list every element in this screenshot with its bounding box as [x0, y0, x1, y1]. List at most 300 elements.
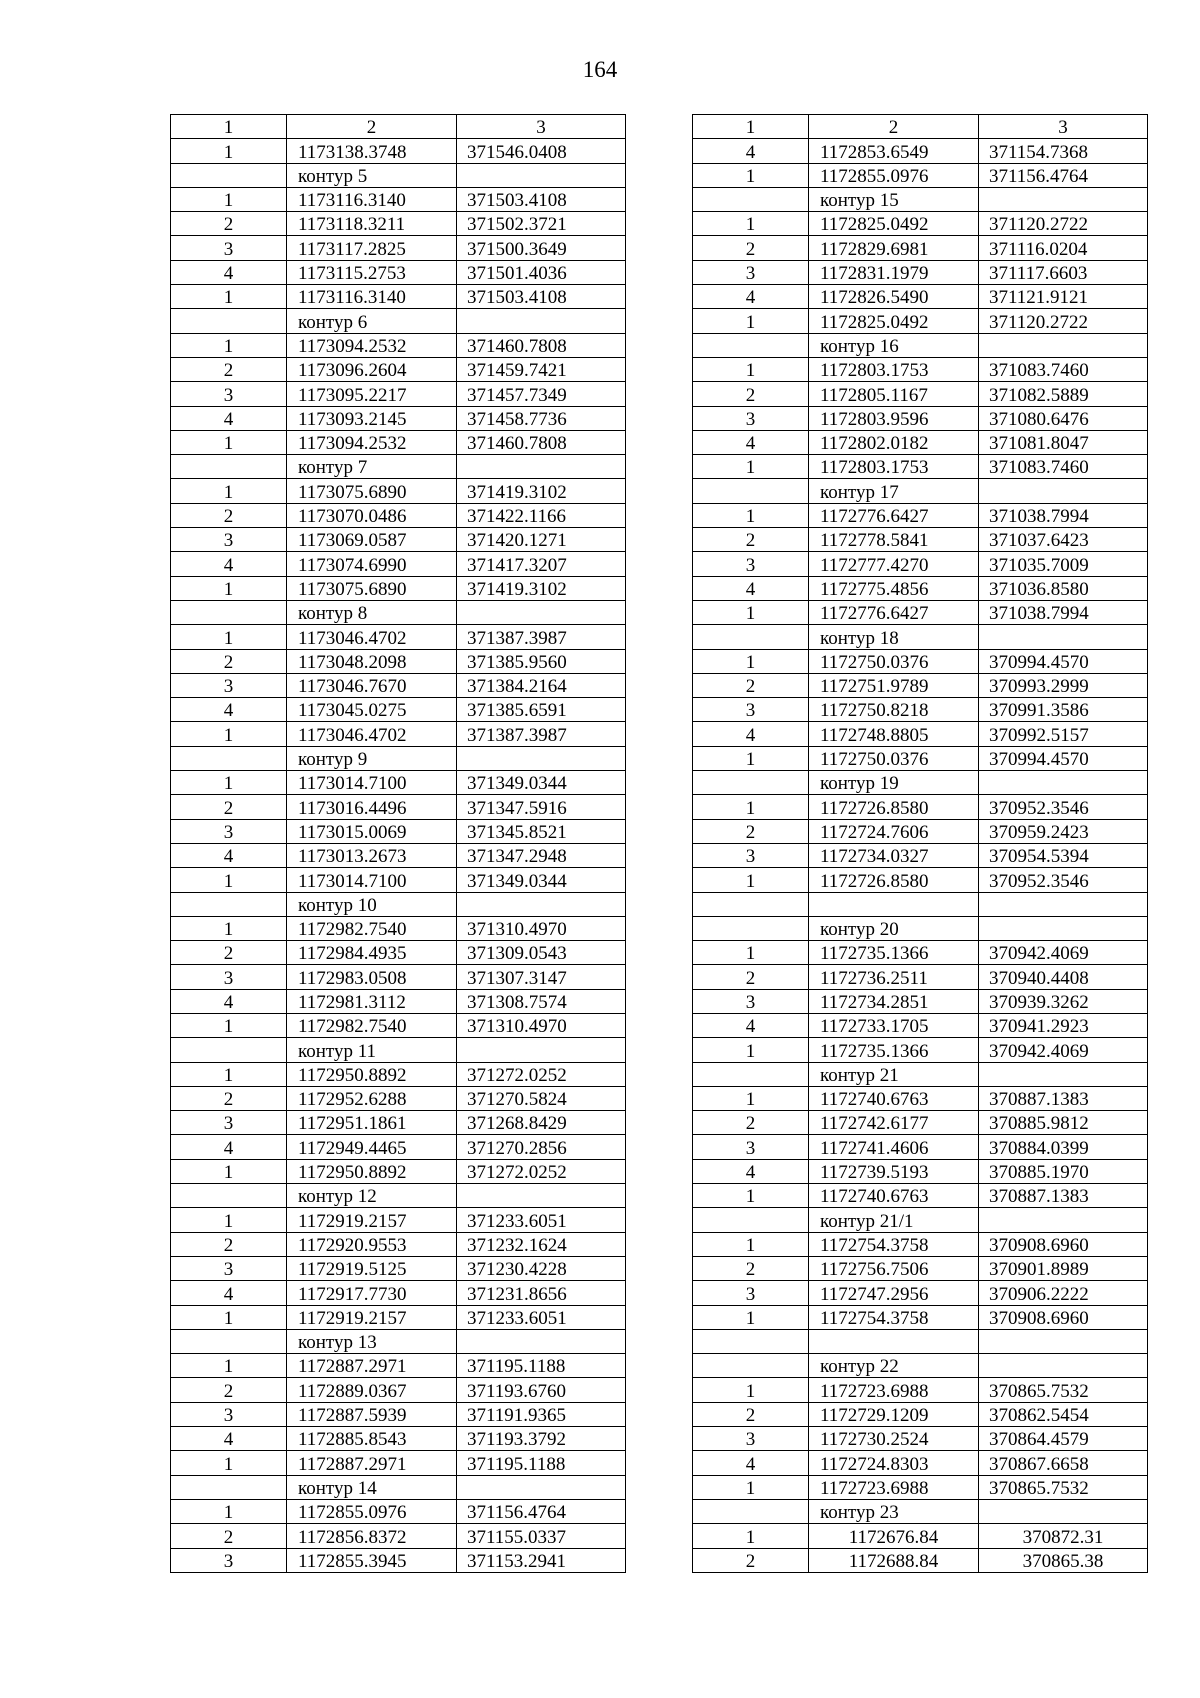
point-number-cell: 1 — [693, 1086, 809, 1110]
table-row — [171, 1208, 626, 1232]
y-coordinate-cell: 370862.5454 — [979, 1402, 1148, 1426]
x-coordinate-cell: 1172726.8580 — [809, 868, 979, 892]
table-row — [171, 941, 626, 965]
point-number-cell: 1 — [171, 1062, 287, 1086]
contour-name-cell: контур 12 — [287, 1184, 457, 1208]
contour-label-row — [693, 1354, 1148, 1378]
contour-name-cell: контур 9 — [287, 746, 457, 770]
point-number-cell: 3 — [693, 1135, 809, 1159]
point-number-cell: 3 — [693, 989, 809, 1013]
x-coordinate-cell: 1172829.6981 — [809, 236, 979, 260]
point-number-cell: 1 — [693, 1305, 809, 1329]
x-coordinate-cell: 1173095.2217 — [287, 382, 457, 406]
point-number-cell: 3 — [171, 528, 287, 552]
y-coordinate-cell: 370991.3586 — [979, 698, 1148, 722]
table-row — [693, 1086, 1148, 1110]
table-row — [693, 1256, 1148, 1280]
y-coordinate-cell: 371387.3987 — [457, 625, 626, 649]
point-number-cell — [693, 333, 809, 357]
table-row — [171, 382, 626, 406]
table-row — [171, 1402, 626, 1426]
table-row — [693, 1305, 1148, 1329]
y-coordinate-cell — [457, 746, 626, 770]
table-row — [693, 722, 1148, 746]
contour-name-cell: контур 21 — [809, 1062, 979, 1086]
y-coordinate-cell: 370954.5394 — [979, 843, 1148, 867]
x-coordinate-cell: 1172747.2956 — [809, 1281, 979, 1305]
y-coordinate-cell — [979, 1499, 1148, 1523]
y-coordinate-cell: 371193.3792 — [457, 1427, 626, 1451]
y-coordinate-cell — [979, 479, 1148, 503]
point-number-cell — [693, 1329, 809, 1353]
x-coordinate-cell: 1172982.7540 — [287, 1013, 457, 1037]
x-coordinate-cell: 1173138.3748 — [287, 139, 457, 163]
table-row — [693, 430, 1148, 454]
table-row — [693, 673, 1148, 697]
x-coordinate-cell: 1172853.6549 — [809, 139, 979, 163]
x-coordinate-cell: 1172723.6988 — [809, 1378, 979, 1402]
point-number-cell — [171, 1184, 287, 1208]
y-coordinate-cell: 371458.7736 — [457, 406, 626, 430]
y-coordinate-cell: 371500.3649 — [457, 236, 626, 260]
contour-name-cell: контур 6 — [287, 309, 457, 333]
x-coordinate-cell: 1173048.2098 — [287, 649, 457, 673]
x-coordinate-cell: 1173014.7100 — [287, 771, 457, 795]
point-number-cell: 2 — [693, 528, 809, 552]
x-coordinate-cell: 1172919.2157 — [287, 1305, 457, 1329]
contour-label-row — [171, 746, 626, 770]
point-number-cell: 3 — [171, 1548, 287, 1572]
contour-name-cell: контур 13 — [287, 1329, 457, 1353]
y-coordinate-cell — [979, 1208, 1148, 1232]
x-coordinate-cell: 1173075.6890 — [287, 479, 457, 503]
x-coordinate-cell: 1172803.9596 — [809, 406, 979, 430]
point-number-cell — [693, 892, 809, 916]
table-row — [171, 722, 626, 746]
point-number-cell: 2 — [693, 236, 809, 260]
y-coordinate-cell: 370865.7532 — [979, 1475, 1148, 1499]
y-coordinate-cell: 371037.6423 — [979, 528, 1148, 552]
point-number-cell: 1 — [693, 503, 809, 527]
x-coordinate-cell: 1173046.4702 — [287, 722, 457, 746]
point-number-cell — [171, 309, 287, 333]
table-row — [693, 843, 1148, 867]
y-coordinate-cell — [979, 333, 1148, 357]
point-number-cell: 2 — [171, 357, 287, 381]
x-coordinate-cell: 1172855.3945 — [287, 1548, 457, 1572]
table-row — [171, 236, 626, 260]
point-number-cell: 2 — [171, 212, 287, 236]
table-row — [693, 285, 1148, 309]
y-coordinate-cell — [979, 625, 1148, 649]
table-row — [171, 576, 626, 600]
y-coordinate-cell: 371232.1624 — [457, 1232, 626, 1256]
y-coordinate-cell: 371503.4108 — [457, 187, 626, 211]
column-header-3: 3 — [457, 115, 626, 139]
point-number-cell: 2 — [171, 1086, 287, 1110]
x-coordinate-cell: 1173015.0069 — [287, 819, 457, 843]
contour-label-row — [171, 309, 626, 333]
point-number-cell: 1 — [693, 1232, 809, 1256]
table-row — [693, 1548, 1148, 1572]
table-row — [693, 576, 1148, 600]
x-coordinate-cell: 1172981.3112 — [287, 989, 457, 1013]
point-number-cell — [171, 1038, 287, 1062]
y-coordinate-cell: 371231.8656 — [457, 1281, 626, 1305]
point-number-cell: 4 — [693, 576, 809, 600]
table-row — [171, 1013, 626, 1037]
table-row — [693, 309, 1148, 333]
table-row — [171, 625, 626, 649]
x-coordinate-cell: 1172726.8580 — [809, 795, 979, 819]
y-coordinate-cell: 371384.2164 — [457, 673, 626, 697]
table-row — [171, 819, 626, 843]
contour-name-cell: контур 8 — [287, 600, 457, 624]
x-coordinate-cell: 1172950.8892 — [287, 1159, 457, 1183]
point-number-cell — [693, 916, 809, 940]
table-row — [171, 1524, 626, 1548]
column-header-2: 2 — [809, 115, 979, 139]
point-number-cell: 1 — [171, 916, 287, 940]
table-row — [693, 1135, 1148, 1159]
table-row — [693, 965, 1148, 989]
x-coordinate-cell: 1172855.0976 — [809, 163, 979, 187]
x-coordinate-cell: 1172730.2524 — [809, 1427, 979, 1451]
y-coordinate-cell: 371347.2948 — [457, 843, 626, 867]
point-number-cell: 3 — [693, 1427, 809, 1451]
x-coordinate-cell: 1173117.2825 — [287, 236, 457, 260]
column-header-1: 1 — [171, 115, 287, 139]
table-row — [693, 552, 1148, 576]
point-number-cell: 2 — [171, 1232, 287, 1256]
y-coordinate-cell: 371349.0344 — [457, 771, 626, 795]
table-row — [693, 1159, 1148, 1183]
y-coordinate-cell: 371230.4228 — [457, 1256, 626, 1280]
table-row — [171, 1281, 626, 1305]
y-coordinate-cell: 371036.8580 — [979, 576, 1148, 600]
table-row — [693, 1378, 1148, 1402]
y-coordinate-cell: 370865.38 — [979, 1548, 1148, 1572]
contour-label-row — [171, 1184, 626, 1208]
point-number-cell: 1 — [693, 649, 809, 673]
point-number-cell: 4 — [171, 843, 287, 867]
x-coordinate-cell: 1172917.7730 — [287, 1281, 457, 1305]
y-coordinate-cell: 371233.6051 — [457, 1305, 626, 1329]
y-coordinate-cell: 371270.5824 — [457, 1086, 626, 1110]
x-coordinate-cell: 1172778.5841 — [809, 528, 979, 552]
table-row — [693, 795, 1148, 819]
y-coordinate-cell: 371420.1271 — [457, 528, 626, 552]
y-coordinate-cell: 371153.2941 — [457, 1548, 626, 1572]
page-number: 164 — [582, 57, 618, 82]
x-coordinate-cell: 1173116.3140 — [287, 187, 457, 211]
point-number-cell: 1 — [171, 1208, 287, 1232]
contour-name-cell: контур 11 — [287, 1038, 457, 1062]
x-coordinate-cell — [809, 892, 979, 916]
x-coordinate-cell: 1172982.7540 — [287, 916, 457, 940]
y-coordinate-cell: 371419.3102 — [457, 479, 626, 503]
table-row — [693, 139, 1148, 163]
y-coordinate-cell: 371117.6603 — [979, 260, 1148, 284]
table-row — [693, 868, 1148, 892]
y-coordinate-cell: 371457.7349 — [457, 382, 626, 406]
y-coordinate-cell: 370941.2923 — [979, 1013, 1148, 1037]
contour-name-cell: контур 20 — [809, 916, 979, 940]
table-row — [693, 236, 1148, 260]
point-number-cell: 1 — [171, 139, 287, 163]
y-coordinate-cell: 371310.4970 — [457, 916, 626, 940]
y-coordinate-cell: 370942.4069 — [979, 941, 1148, 965]
y-coordinate-cell: 371546.0408 — [457, 139, 626, 163]
y-coordinate-cell: 371308.7574 — [457, 989, 626, 1013]
y-coordinate-cell: 370885.9812 — [979, 1111, 1148, 1135]
y-coordinate-cell: 371345.8521 — [457, 819, 626, 843]
y-coordinate-cell: 371502.3721 — [457, 212, 626, 236]
point-number-cell: 3 — [693, 552, 809, 576]
y-coordinate-cell: 371195.1188 — [457, 1354, 626, 1378]
x-coordinate-cell: 1172741.4606 — [809, 1135, 979, 1159]
point-number-cell: 1 — [171, 1305, 287, 1329]
table-row — [693, 1524, 1148, 1548]
point-number-cell: 4 — [171, 1135, 287, 1159]
x-coordinate-cell: 1172984.4935 — [287, 941, 457, 965]
point-number-cell: 2 — [693, 673, 809, 697]
y-coordinate-cell — [457, 1475, 626, 1499]
y-coordinate-cell — [979, 892, 1148, 916]
contour-name-cell: контур 22 — [809, 1354, 979, 1378]
y-coordinate-cell: 371038.7994 — [979, 503, 1148, 527]
point-number-cell: 1 — [171, 1354, 287, 1378]
point-number-cell: 2 — [693, 1111, 809, 1135]
point-number-cell: 1 — [693, 1038, 809, 1062]
point-number-cell: 4 — [693, 1159, 809, 1183]
point-number-cell: 3 — [171, 965, 287, 989]
x-coordinate-cell: 1172740.6763 — [809, 1184, 979, 1208]
y-coordinate-cell — [457, 455, 626, 479]
table-row — [171, 1354, 626, 1378]
contour-label-row — [693, 771, 1148, 795]
y-coordinate-cell — [979, 187, 1148, 211]
y-coordinate-cell: 371309.0543 — [457, 941, 626, 965]
point-number-cell: 1 — [693, 868, 809, 892]
y-coordinate-cell: 371080.6476 — [979, 406, 1148, 430]
y-coordinate-cell: 370940.4408 — [979, 965, 1148, 989]
contour-label-row — [171, 600, 626, 624]
y-coordinate-cell — [457, 163, 626, 187]
table-row — [693, 1013, 1148, 1037]
table-row — [693, 1451, 1148, 1475]
x-coordinate-cell: 1172733.1705 — [809, 1013, 979, 1037]
x-coordinate-cell: 1173116.3140 — [287, 285, 457, 309]
point-number-cell: 1 — [693, 357, 809, 381]
contour-label-row — [171, 163, 626, 187]
contour-name-cell: контур 17 — [809, 479, 979, 503]
contour-label-row — [693, 625, 1148, 649]
point-number-cell: 2 — [693, 819, 809, 843]
table-row — [171, 1305, 626, 1329]
y-coordinate-cell: 370865.7532 — [979, 1378, 1148, 1402]
coordinates-table-right — [692, 114, 1148, 1573]
column-header-3: 3 — [979, 115, 1148, 139]
point-number-cell — [171, 892, 287, 916]
point-number-cell: 1 — [171, 285, 287, 309]
x-coordinate-cell: 1172734.2851 — [809, 989, 979, 1013]
point-number-cell: 2 — [171, 795, 287, 819]
table-row — [171, 503, 626, 527]
point-number-cell: 2 — [693, 1548, 809, 1572]
point-number-cell: 2 — [171, 1524, 287, 1548]
y-coordinate-cell: 370884.0399 — [979, 1135, 1148, 1159]
x-coordinate-cell: 1172756.7506 — [809, 1256, 979, 1280]
column-header-1: 1 — [693, 115, 809, 139]
y-coordinate-cell: 371156.4764 — [457, 1499, 626, 1523]
point-number-cell — [693, 625, 809, 649]
x-coordinate-cell: 1172950.8892 — [287, 1062, 457, 1086]
x-coordinate-cell: 1173046.7670 — [287, 673, 457, 697]
x-coordinate-cell: 1172920.9553 — [287, 1232, 457, 1256]
point-number-cell: 1 — [171, 1013, 287, 1037]
x-coordinate-cell: 1172951.1861 — [287, 1111, 457, 1135]
x-coordinate-cell: 1172802.0182 — [809, 430, 979, 454]
contour-label-row — [693, 916, 1148, 940]
x-coordinate-cell: 1172856.8372 — [287, 1524, 457, 1548]
x-coordinate-cell: 1172889.0367 — [287, 1378, 457, 1402]
y-coordinate-cell: 370872.31 — [979, 1524, 1148, 1548]
point-number-cell: 3 — [693, 406, 809, 430]
point-number-cell: 4 — [693, 722, 809, 746]
point-number-cell: 1 — [693, 795, 809, 819]
x-coordinate-cell: 1172776.6427 — [809, 600, 979, 624]
y-coordinate-cell: 371419.3102 — [457, 576, 626, 600]
y-coordinate-cell: 371120.2722 — [979, 212, 1148, 236]
y-coordinate-cell — [457, 892, 626, 916]
point-number-cell — [693, 1354, 809, 1378]
y-coordinate-cell: 370887.1383 — [979, 1184, 1148, 1208]
y-coordinate-cell: 371193.6760 — [457, 1378, 626, 1402]
table-row — [693, 819, 1148, 843]
point-number-cell: 4 — [693, 1013, 809, 1037]
point-number-cell — [171, 600, 287, 624]
point-number-cell: 1 — [171, 333, 287, 357]
y-coordinate-cell: 371417.3207 — [457, 552, 626, 576]
contour-name-cell: контур 23 — [809, 1499, 979, 1523]
point-number-cell: 3 — [171, 673, 287, 697]
y-coordinate-cell: 371121.9121 — [979, 285, 1148, 309]
table-row — [171, 528, 626, 552]
x-coordinate-cell: 1172776.6427 — [809, 503, 979, 527]
contour-label-row — [693, 187, 1148, 211]
point-number-cell: 4 — [171, 698, 287, 722]
table-row — [693, 1038, 1148, 1062]
x-coordinate-cell: 1172825.0492 — [809, 309, 979, 333]
y-coordinate-cell: 371154.7368 — [979, 139, 1148, 163]
y-coordinate-cell: 370942.4069 — [979, 1038, 1148, 1062]
table-row — [171, 260, 626, 284]
y-coordinate-cell: 370993.2999 — [979, 673, 1148, 697]
y-coordinate-cell: 371035.7009 — [979, 552, 1148, 576]
point-number-cell: 3 — [693, 698, 809, 722]
table-row — [171, 406, 626, 430]
table-row — [171, 1548, 626, 1572]
y-coordinate-cell: 371310.4970 — [457, 1013, 626, 1037]
point-number-cell: 1 — [171, 187, 287, 211]
y-coordinate-cell: 371268.8429 — [457, 1111, 626, 1135]
x-coordinate-cell: 1172952.6288 — [287, 1086, 457, 1110]
y-coordinate-cell: 371272.0252 — [457, 1159, 626, 1183]
x-coordinate-cell: 1172887.2971 — [287, 1354, 457, 1378]
point-number-cell: 1 — [693, 163, 809, 187]
x-coordinate-cell: 1172739.5193 — [809, 1159, 979, 1183]
x-coordinate-cell: 1172735.1366 — [809, 941, 979, 965]
y-coordinate-cell: 371233.6051 — [457, 1208, 626, 1232]
table-row — [693, 455, 1148, 479]
x-coordinate-cell: 1172736.2511 — [809, 965, 979, 989]
table-row — [693, 1184, 1148, 1208]
point-number-cell: 1 — [171, 479, 287, 503]
table-row — [171, 916, 626, 940]
x-coordinate-cell: 1173096.2604 — [287, 357, 457, 381]
point-number-cell: 1 — [171, 430, 287, 454]
y-coordinate-cell — [457, 1038, 626, 1062]
table-row — [171, 1451, 626, 1475]
coordinates-table-left — [170, 114, 626, 1573]
x-coordinate-cell: 1172688.84 — [809, 1548, 979, 1572]
y-coordinate-cell: 371460.7808 — [457, 430, 626, 454]
x-coordinate-cell: 1172885.8543 — [287, 1427, 457, 1451]
x-coordinate-cell: 1172775.4856 — [809, 576, 979, 600]
point-number-cell: 1 — [171, 625, 287, 649]
point-number-cell: 1 — [171, 1451, 287, 1475]
x-coordinate-cell: 1173094.2532 — [287, 430, 457, 454]
table-row — [171, 965, 626, 989]
y-coordinate-cell: 371038.7994 — [979, 600, 1148, 624]
table-row — [693, 357, 1148, 381]
x-coordinate-cell: 1173070.0486 — [287, 503, 457, 527]
x-coordinate-cell: 1173093.2145 — [287, 406, 457, 430]
y-coordinate-cell: 371347.5916 — [457, 795, 626, 819]
point-number-cell: 4 — [171, 552, 287, 576]
x-coordinate-cell: 1172734.0327 — [809, 843, 979, 867]
x-coordinate-cell: 1172729.1209 — [809, 1402, 979, 1426]
y-coordinate-cell — [979, 916, 1148, 940]
point-number-cell — [171, 455, 287, 479]
x-coordinate-cell: 1173045.0275 — [287, 698, 457, 722]
y-coordinate-cell: 370959.2423 — [979, 819, 1148, 843]
point-number-cell: 2 — [171, 503, 287, 527]
table-row — [693, 1427, 1148, 1451]
y-coordinate-cell: 370867.6658 — [979, 1451, 1148, 1475]
y-coordinate-cell: 371422.1166 — [457, 503, 626, 527]
point-number-cell — [693, 1208, 809, 1232]
table-row — [693, 941, 1148, 965]
x-coordinate-cell: 1172803.1753 — [809, 455, 979, 479]
x-coordinate-cell: 1173016.4496 — [287, 795, 457, 819]
contour-name-cell: контур 14 — [287, 1475, 457, 1499]
point-number-cell: 4 — [171, 1281, 287, 1305]
x-coordinate-cell: 1172826.5490 — [809, 285, 979, 309]
table-row — [171, 771, 626, 795]
y-coordinate-cell: 371307.3147 — [457, 965, 626, 989]
y-coordinate-cell: 370939.3262 — [979, 989, 1148, 1013]
y-coordinate-cell: 371349.0344 — [457, 868, 626, 892]
table-row — [171, 1427, 626, 1451]
table-row — [171, 1135, 626, 1159]
point-number-cell: 2 — [171, 649, 287, 673]
point-number-cell — [693, 771, 809, 795]
x-coordinate-cell: 1172919.5125 — [287, 1256, 457, 1280]
y-coordinate-cell: 371083.7460 — [979, 357, 1148, 381]
y-coordinate-cell: 371155.0337 — [457, 1524, 626, 1548]
